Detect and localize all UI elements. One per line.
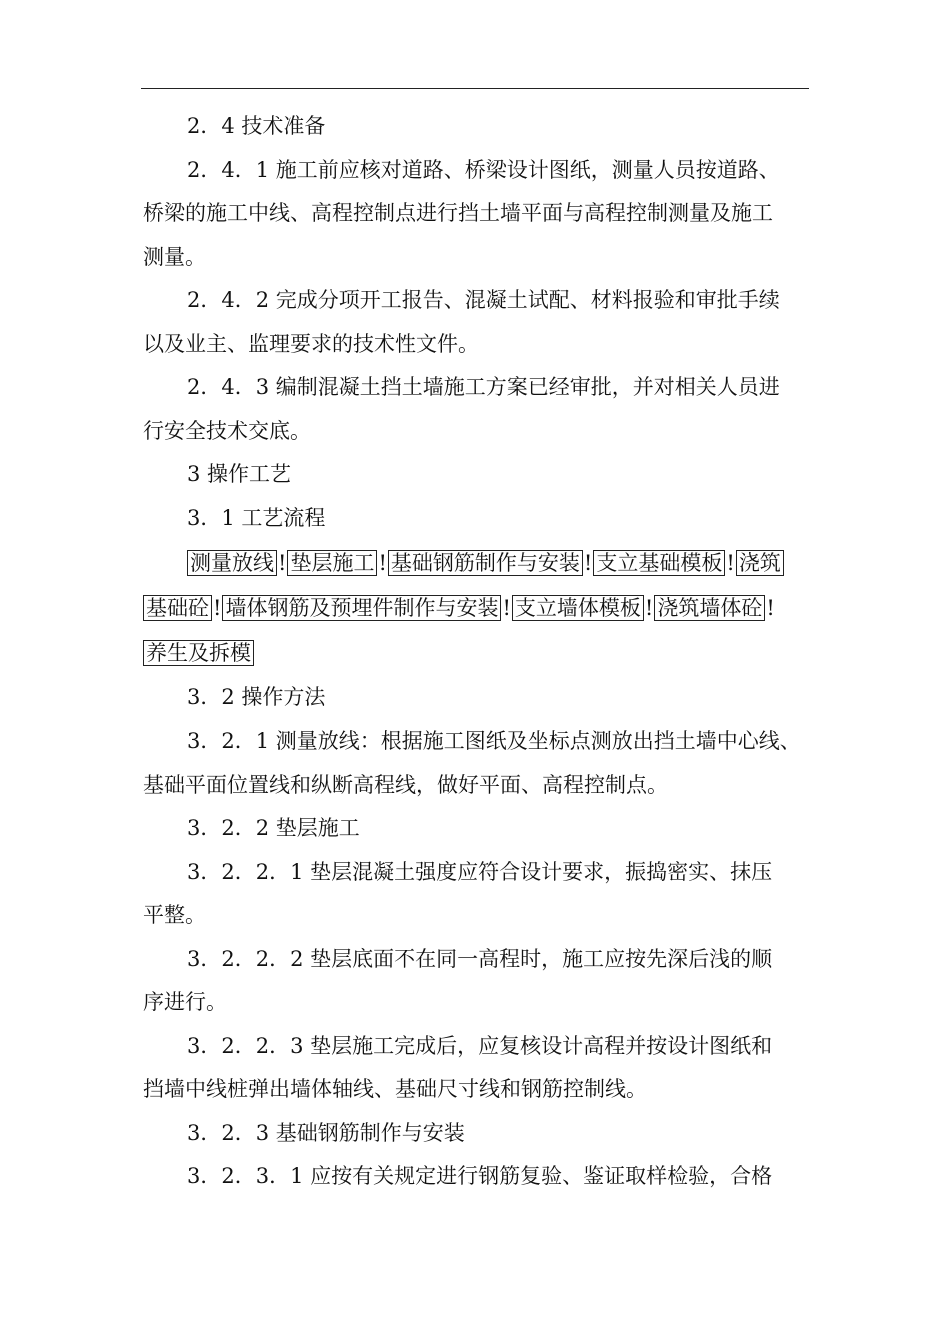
para-3-2-3-1-line-1: 3．2．3．1 应按有关规定进行钢筋复验、鉴证取样检验，合格 [187,1164,773,1188]
para-3-2-2-1-line-1: 3．2．2．1 垫层混凝土强度应符合设计要求，振捣密实、抹压 [187,860,773,884]
para-2-4-3-line-2: 行安全技术交底。 [143,419,311,443]
para-2-4-3-line-1: 2．4．3 编制混凝土挡土墙施工方案已经审批，并对相关人员进 [187,375,780,399]
flow-separator: ! [502,596,511,620]
flow-step: 基础钢筋制作与安装 [388,550,583,576]
para-3-2-2-3-line-2: 挡墙中线桩弹出墙体轴线、基础尺寸线和钢筋控制线。 [143,1077,647,1101]
para-2-4-1-line-2: 桥梁的施工中线、高程控制点进行挡土墙平面与高程控制测量及施工 [143,201,773,225]
heading-3-2: 3．2 操作方法 [187,685,326,709]
flow-row-1 [187,548,784,578]
para-2-4-1-line-1: 2．4．1 施工前应核对道路、桥梁设计图纸，测量人员按道路、 [187,158,780,182]
flow-step: 养生及拆模 [143,640,254,666]
flow-separator: ! [583,551,593,575]
flow-separator: ! [644,596,654,620]
para-3-2-2-1-line-2: 平整。 [143,903,206,927]
heading-3-1: 3．1 工艺流程 [187,506,326,530]
para-3-2-1-line-1: 3．2．1 测量放线：根据施工图纸及坐标点测放出挡土墙中心线、 [187,729,801,753]
para-3-2-2-3-line-1: 3．2．2．3 垫层施工完成后，应复核设计高程并按设计图纸和 [187,1034,773,1058]
flow-row-3 [143,638,254,668]
para-2-4-2-line-1: 2．4．2 完成分项开工报告、混凝土试配、材料报验和审批手续 [187,288,780,312]
para-3-2-2-2-line-2: 序进行。 [143,990,227,1014]
flow-separator: ! [766,596,775,620]
heading-3: 3 操作工艺 [187,462,292,486]
flow-separator: ! [278,551,287,575]
flow-step: 基础砼 [143,595,212,621]
para-2-4-2-line-2: 以及业主、监理要求的技术性文件。 [143,332,479,356]
para-3-2-1-line-2: 基础平面位置线和纵断高程线，做好平面、高程控制点。 [143,773,668,797]
para-2-4-1-line-3: 测量。 [143,245,206,269]
flow-step: 支立基础模板 [593,550,725,576]
flow-step: 浇筑 [736,550,784,576]
heading-3-2-3: 3．2．3 基础钢筋制作与安装 [187,1121,465,1145]
flow-separator: ! [726,551,735,575]
header-rule [141,88,809,89]
flow-row-2 [143,593,776,623]
flow-separator: ! [378,551,387,575]
heading-3-2-2: 3．2．2 垫层施工 [187,816,360,840]
flow-step: 垫层施工 [287,550,377,576]
para-3-2-2-2-line-1: 3．2．2．2 垫层底面不在同一高程时，施工应按先深后浅的顺 [187,947,773,971]
flow-step: 浇筑墙体砼 [654,595,765,621]
flow-separator: ! [213,596,222,620]
flow-step: 测量放线 [187,550,277,576]
heading-2-4: 2．4 技术准备 [187,114,326,138]
flow-step: 支立墙体模板 [512,595,644,621]
flow-step: 墙体钢筋及预埋件制作与安装 [222,595,501,621]
